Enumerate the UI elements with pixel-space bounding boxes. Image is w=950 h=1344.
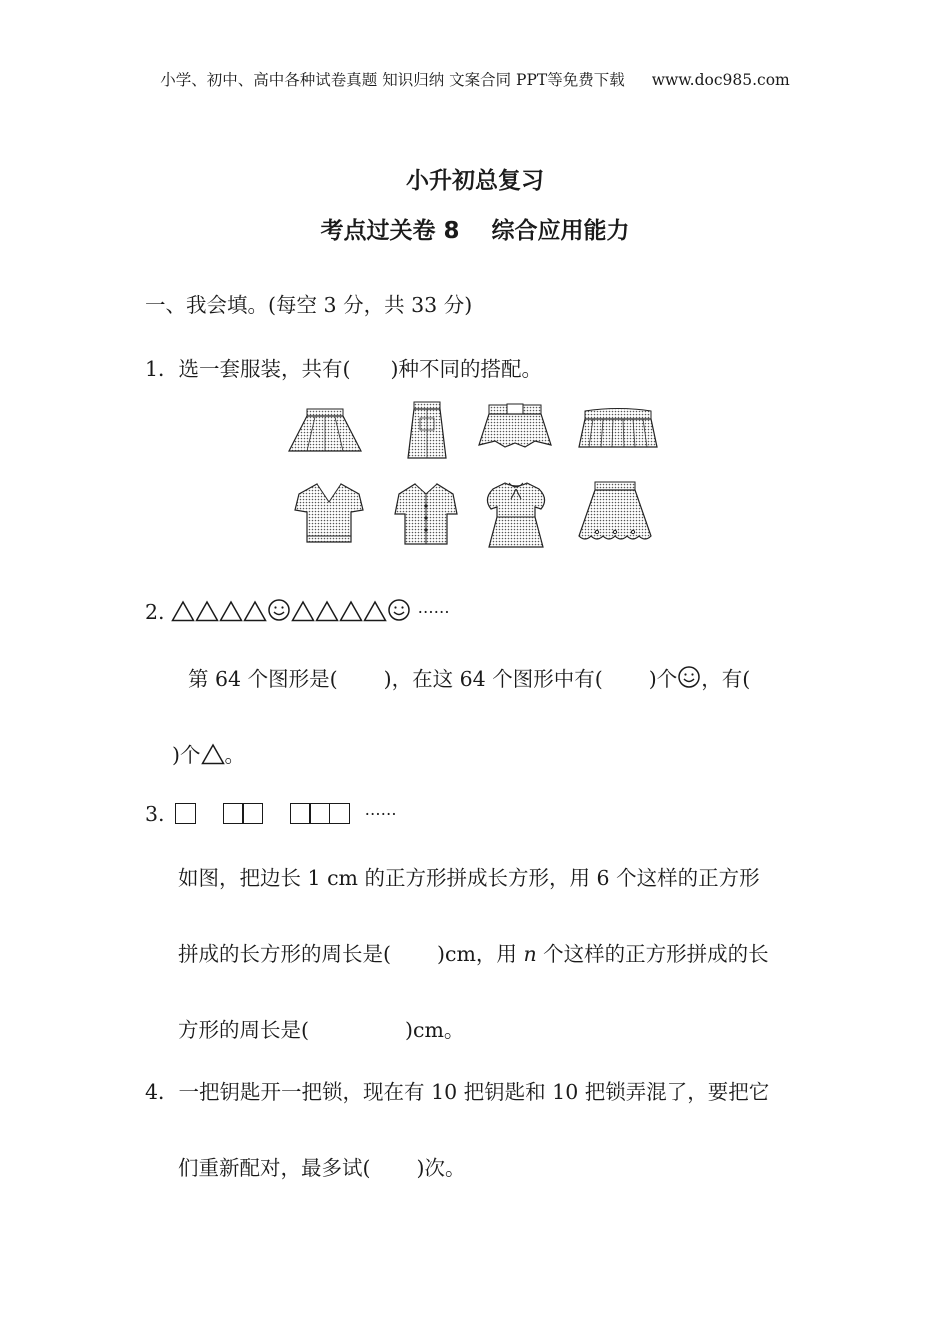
- page-header: [0, 68, 950, 90]
- header-url[interactable]: www.doc985.com: [651, 71, 790, 89]
- triangle-icon: [291, 600, 315, 622]
- smiley-icon: [267, 598, 291, 622]
- q1-text-before: 选一套服装，共有(: [178, 357, 351, 381]
- question-1: [145, 352, 542, 382]
- q2-text-b: )，在这 64 个图形中有(: [383, 667, 603, 691]
- shape-pattern: [171, 600, 418, 624]
- shirt-icon: [393, 480, 459, 550]
- q4-text-a: 们重新配对，最多试(: [178, 1156, 371, 1180]
- header-site-text: 小学、初中、高中各种试卷真题 知识归纳 文案合同 PPT等免费下载: [160, 71, 625, 89]
- q3-text-b: )cm，用: [437, 942, 524, 966]
- q4-number: 4．: [145, 1080, 179, 1104]
- skirt-icon: [575, 407, 661, 453]
- skirt-icon: [402, 400, 452, 462]
- triangle-icon: [171, 600, 195, 622]
- q2-text-d: ，有(: [701, 667, 751, 691]
- skirt-icon: [285, 407, 365, 457]
- square-pattern: [171, 802, 365, 826]
- q3-line-3: [178, 1013, 464, 1043]
- q2-line-1: [188, 662, 750, 692]
- question-4: [145, 1075, 769, 1105]
- q2-text-c: )个: [648, 667, 678, 691]
- q1-text-after: )种不同的搭配。: [390, 357, 543, 381]
- q2-line-2: [172, 738, 245, 768]
- square-icon: [329, 803, 350, 824]
- square-group-1: [175, 802, 195, 826]
- square-group-3: [290, 802, 349, 826]
- square-icon: [290, 803, 311, 824]
- q3-ellipsis: ……: [364, 800, 397, 819]
- page-subtitle: 考点过关卷 8 综合应用能力: [320, 218, 630, 244]
- triangle-icon: [219, 600, 243, 622]
- square-icon: [175, 803, 196, 824]
- smiley-icon: [387, 598, 411, 622]
- page-title: 小升初总复习: [406, 168, 544, 194]
- q4-text-b: )次。: [416, 1156, 466, 1180]
- section-heading: 一、我会填。(每空 3 分，共 33 分): [145, 293, 473, 317]
- square-icon: [242, 803, 263, 824]
- square-group-2: [223, 802, 262, 826]
- square-icon: [223, 803, 244, 824]
- shirt-icon: [293, 480, 365, 548]
- q3-number: 3.: [145, 802, 165, 826]
- q3-text-e: )cm。: [405, 1018, 465, 1042]
- triangle-icon: [315, 600, 339, 622]
- triangle-icon: [339, 600, 363, 622]
- triangle-icon: [243, 600, 267, 622]
- q2-text-e: )个: [172, 743, 201, 767]
- q4-line-1: 一把钥匙开一把锁，现在有 10 把钥匙和 10 把锁弄混了，要把它: [178, 1080, 770, 1104]
- triangle-icon: [363, 600, 387, 622]
- blouse-icon: [483, 477, 549, 551]
- q3-text-d: 方形的周长是(: [178, 1018, 309, 1042]
- triangle-icon: [195, 600, 219, 622]
- question-2: [145, 598, 450, 624]
- square-icon: [309, 803, 330, 824]
- skirt-icon: [575, 480, 655, 546]
- q3-line-2: [178, 937, 769, 967]
- skirt-icon: [475, 403, 555, 453]
- q2-text-a: 第 64 个图形是(: [188, 667, 338, 691]
- q3-text-c: 个这样的正方形拼成的长: [536, 942, 769, 966]
- smiley-icon: [677, 665, 701, 689]
- q3-text-a: 拼成的长方形的周长是(: [178, 942, 391, 966]
- triangle-icon: [201, 743, 225, 765]
- q3-variable-n: n: [523, 942, 537, 966]
- q4-line-2: [178, 1151, 466, 1181]
- q2-number: 2.: [145, 600, 165, 624]
- q2-text-f: 。: [224, 743, 245, 767]
- q2-ellipsis: ……: [417, 598, 450, 617]
- question-3: [145, 800, 397, 826]
- q3-line-1: 如图，把边长 1 cm 的正方形拼成长方形，用 6 个这样的正方形: [178, 866, 760, 890]
- q1-number: 1．: [145, 357, 179, 381]
